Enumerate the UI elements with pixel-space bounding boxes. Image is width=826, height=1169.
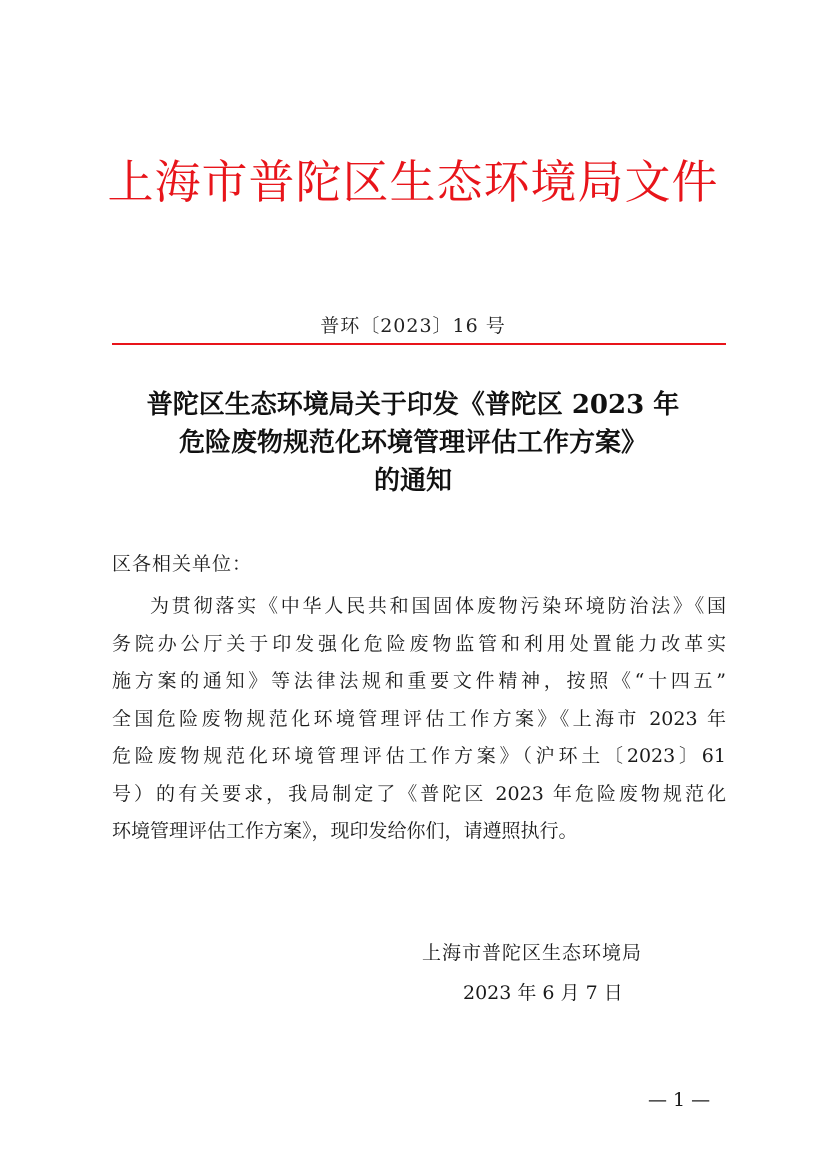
document-number: 普环〔2023〕16 号 xyxy=(320,315,506,337)
notice-title-line: 危险废物规范化环境管理评估工作方案》 xyxy=(178,428,647,458)
body-line: 号）的有关要求，我局制定了《普陀区 2023 年危险废物规范化 xyxy=(112,782,726,805)
body-line: 施方案的通知》等法律法规和重要文件精神，按照《“十四五” xyxy=(112,670,726,692)
signature-organization: 上海市普陀区生态环境局 xyxy=(422,942,643,964)
notice-title-line: 的通知 xyxy=(373,466,452,496)
body-line: 务院办公厅关于印发强化危险废物监管和利用处置能力改革实 xyxy=(112,632,726,655)
body-paragraph xyxy=(112,588,726,851)
salutation: 区各相关单位： xyxy=(112,553,253,575)
body-line: 危险废物规范化环境管理评估工作方案》（沪环土〔2023〕61 xyxy=(112,745,726,767)
signature-date: 2023 年 6 月 7 日 xyxy=(463,982,623,1004)
notice-title xyxy=(90,386,736,500)
body-line: 全国危险废物规范化环境管理评估工作方案》《上海市 2023 年 xyxy=(112,707,726,730)
red-divider-line xyxy=(112,343,726,345)
body-line: 环境管理评估工作方案》，现印发给你们，请遵照执行。 xyxy=(112,820,578,842)
notice-title-line: 普陀区生态环境局关于印发《普陀区 2023 年 xyxy=(146,390,680,420)
issuer-header-title: 上海市普陀区生态环境局文件 xyxy=(107,155,719,209)
page-number: — 1 — xyxy=(648,1089,711,1111)
body-line: 为贯彻落实《中华人民共和国固体废物污染环境防治法》《国 xyxy=(150,595,726,617)
